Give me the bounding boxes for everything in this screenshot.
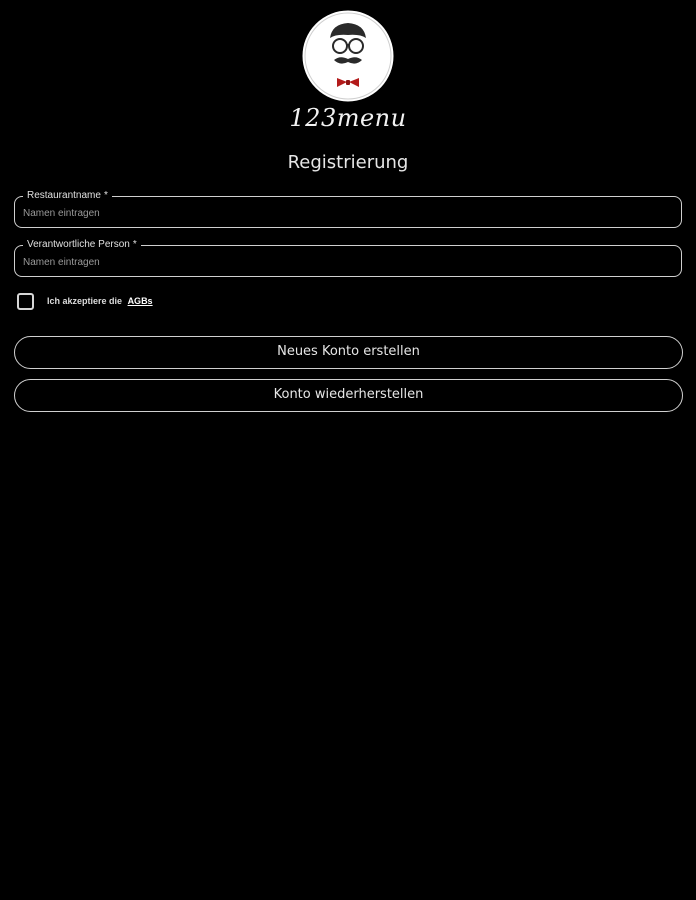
terms-row [17, 291, 153, 311]
page-title: Registrierung [287, 152, 409, 173]
app-logo [0, 8, 696, 132]
responsible-person-field [14, 239, 682, 277]
restaurant-name-label: Restaurantname * [23, 189, 112, 203]
logo-text: 123menu [289, 104, 407, 132]
terms-checkbox[interactable] [17, 293, 34, 310]
restaurant-name-input[interactable] [23, 205, 663, 221]
required-marker: * [103, 190, 108, 201]
responsible-person-label: Verantwortliche Person * [23, 238, 141, 252]
restore-account-button[interactable]: Konto wiederherstellen [14, 379, 683, 412]
restaurant-name-field [14, 190, 682, 228]
mustache-man-icon [300, 8, 396, 104]
responsible-person-input[interactable] [23, 254, 663, 270]
terms-label: Ich akzeptiere die AGBs [47, 296, 153, 306]
agb-link[interactable]: AGBs [127, 296, 153, 306]
create-account-button[interactable]: Neues Konto erstellen [14, 336, 683, 369]
required-marker: * [132, 239, 137, 250]
